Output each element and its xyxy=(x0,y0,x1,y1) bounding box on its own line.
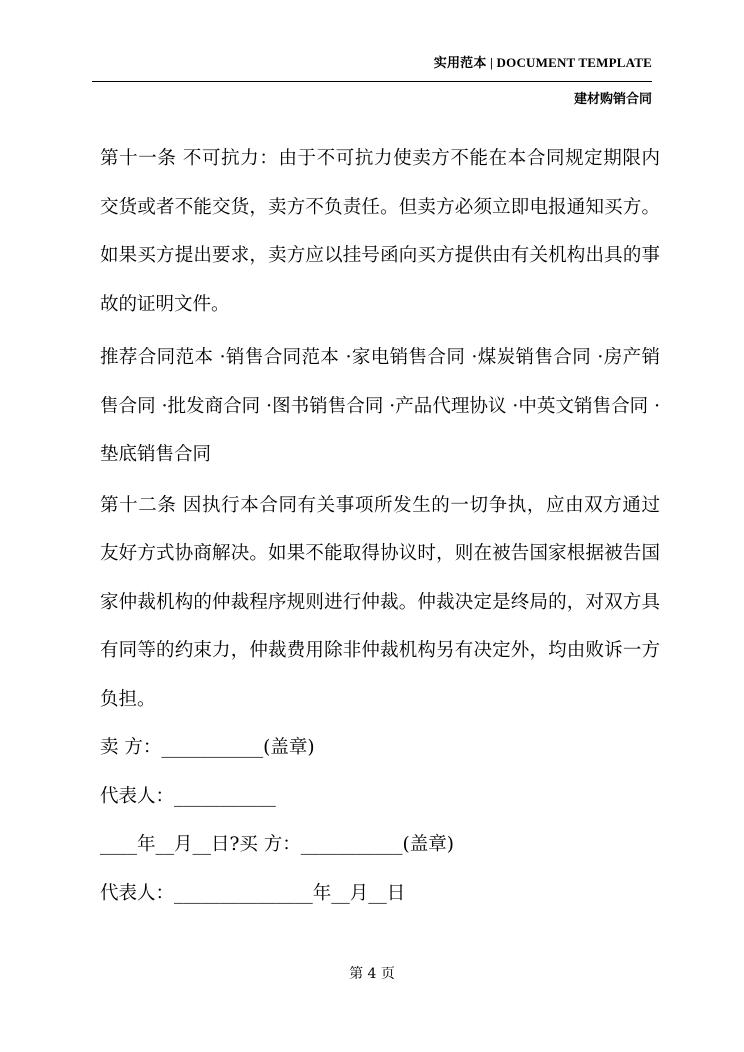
buyer-representative-line: 代表人：_______________年__月__日 xyxy=(100,882,406,904)
seller-signature-line: 卖 方：___________(盖章) xyxy=(100,737,315,758)
seller-representative-line: 代表人：___________ xyxy=(100,785,276,807)
clause-11-paragraph: 第十一条 不可抗力：由于不可抗力使卖方不能在本合同规定期限内交货或者不能交货，卖方不负责任。但卖方必须立即电报通知买方。如果买方提出要求，卖方应以挂号函向买方提供由有关机构出具的事故的证明文件。 xyxy=(100,148,660,315)
header-divider xyxy=(92,81,652,82)
recommended-templates-paragraph: 推荐合同范本 ·销售合同范本 ·家电销售合同 ·煤炭销售合同 ·房产销售合同 ·批发商合同 ·图书销售合同 ·产品代理协议 ·中英文销售合同 ·垫底销售合同 xyxy=(100,347,660,465)
document-body xyxy=(100,135,660,918)
page-number: 第 4 页 xyxy=(349,966,395,982)
date-buyer-signature-line: ____年__月__日?买 方：___________(盖章) xyxy=(100,834,454,855)
header-title: 实用范本 | DOCUMENT TEMPLATE xyxy=(433,55,652,70)
clause-12-paragraph: 第十二条 因执行本合同有关事项所发生的一切争执，应由双方通过友好方式协商解决。如果不能取得协议时，则在被告国家根据被告国家仲裁机构的仲裁程序规则进行仲裁。仲裁决定是终局的，对双方具有同等的约束力，仲裁费用除非仲裁机构另有决定外，均由败诉一方负担。 xyxy=(100,494,660,710)
document-subtitle: 建材购销合同 xyxy=(573,92,652,107)
signature-block xyxy=(100,724,660,918)
